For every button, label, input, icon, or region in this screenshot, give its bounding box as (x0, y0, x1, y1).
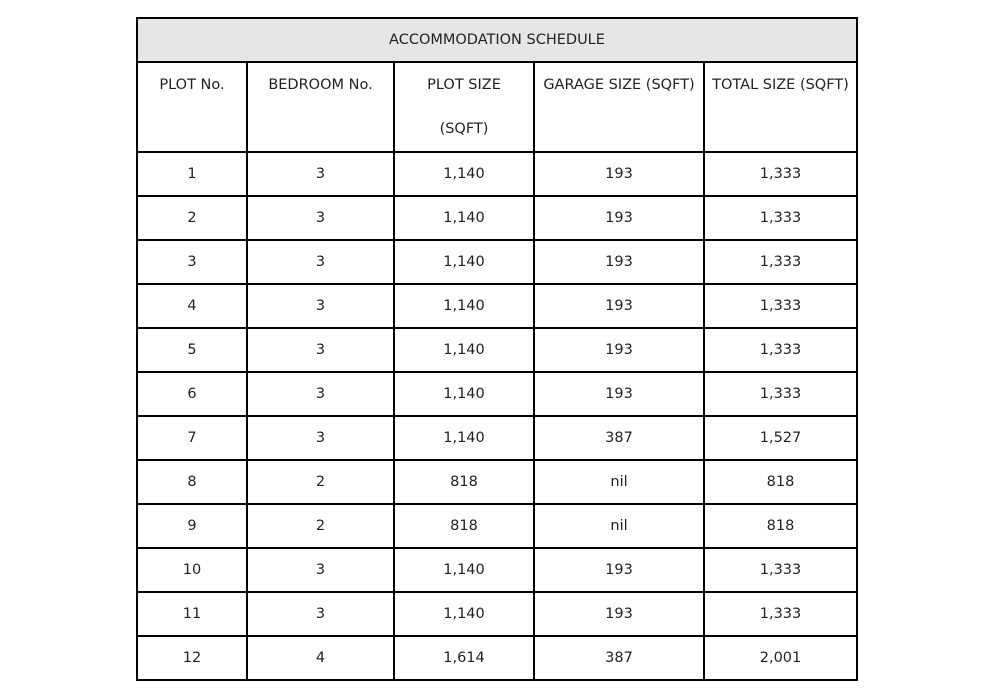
cell-bedroom-no: 2 (247, 460, 394, 504)
cell-garage-size: 387 (534, 416, 704, 460)
cell-garage-size: nil (534, 504, 704, 548)
table-row (137, 328, 857, 372)
cell-bedroom-no: 4 (247, 636, 394, 680)
cell-total-size: 1,333 (704, 592, 857, 636)
cell-plot-size: 1,140 (394, 240, 534, 284)
cell-plot-size: 1,140 (394, 152, 534, 196)
cell-plot-size: 1,140 (394, 196, 534, 240)
table-row (137, 152, 857, 196)
cell-total-size: 2,001 (704, 636, 857, 680)
cell-bedroom-no: 2 (247, 504, 394, 548)
cell-total-size: 1,333 (704, 196, 857, 240)
cell-bedroom-no: 3 (247, 240, 394, 284)
cell-plot-no: 1 (137, 152, 247, 196)
cell-plot-no: 2 (137, 196, 247, 240)
cell-bedroom-no: 3 (247, 548, 394, 592)
cell-plot-size: 1,614 (394, 636, 534, 680)
header-plot-size (394, 62, 534, 152)
header-plot-no (137, 62, 247, 152)
cell-bedroom-no: 3 (247, 592, 394, 636)
cell-plot-size: 1,140 (394, 328, 534, 372)
cell-total-size: 1,527 (704, 416, 857, 460)
table-row (137, 460, 857, 504)
header-bedroom-no (247, 62, 394, 152)
cell-plot-no: 4 (137, 284, 247, 328)
cell-bedroom-no: 3 (247, 284, 394, 328)
cell-garage-size: 193 (534, 372, 704, 416)
table-row (137, 504, 857, 548)
cell-plot-no: 6 (137, 372, 247, 416)
cell-garage-size: 193 (534, 152, 704, 196)
cell-garage-size: 193 (534, 592, 704, 636)
cell-bedroom-no: 3 (247, 328, 394, 372)
cell-total-size: 818 (704, 460, 857, 504)
header-total-size (704, 62, 857, 152)
cell-bedroom-no: 3 (247, 152, 394, 196)
table-row (137, 372, 857, 416)
cell-total-size: 1,333 (704, 372, 857, 416)
cell-garage-size: 193 (534, 548, 704, 592)
header-label: GARAGE SIZE (SQFT) (543, 77, 695, 93)
header-label: PLOT SIZE (427, 77, 501, 93)
cell-garage-size: 387 (534, 636, 704, 680)
cell-plot-no: 8 (137, 460, 247, 504)
cell-total-size: 1,333 (704, 328, 857, 372)
cell-plot-size: 1,140 (394, 372, 534, 416)
cell-plot-no: 12 (137, 636, 247, 680)
cell-plot-size: 1,140 (394, 416, 534, 460)
table-row (137, 240, 857, 284)
table-row (137, 636, 857, 680)
header-label: PLOT No. (159, 77, 225, 93)
cell-plot-no: 10 (137, 548, 247, 592)
header-row (137, 62, 857, 152)
table-row (137, 416, 857, 460)
cell-garage-size: nil (534, 460, 704, 504)
accommodation-schedule-table (136, 17, 858, 681)
cell-plot-size: 1,140 (394, 592, 534, 636)
cell-plot-no: 9 (137, 504, 247, 548)
cell-plot-no: 7 (137, 416, 247, 460)
cell-bedroom-no: 3 (247, 372, 394, 416)
title-row (137, 18, 857, 62)
header-label: BEDROOM No. (268, 77, 373, 93)
cell-bedroom-no: 3 (247, 416, 394, 460)
header-label: TOTAL SIZE (SQFT) (712, 77, 849, 93)
cell-plot-no: 3 (137, 240, 247, 284)
cell-bedroom-no: 3 (247, 196, 394, 240)
cell-garage-size: 193 (534, 328, 704, 372)
cell-total-size: 1,333 (704, 240, 857, 284)
cell-garage-size: 193 (534, 196, 704, 240)
table-row (137, 548, 857, 592)
cell-total-size: 1,333 (704, 152, 857, 196)
header-label-line2: (SQFT) (439, 121, 489, 137)
cell-total-size: 1,333 (704, 548, 857, 592)
header-garage-size (534, 62, 704, 152)
table-row (137, 284, 857, 328)
cell-garage-size: 193 (534, 240, 704, 284)
table-row (137, 592, 857, 636)
cell-plot-no: 5 (137, 328, 247, 372)
cell-garage-size: 193 (534, 284, 704, 328)
table-title: ACCOMMODATION SCHEDULE (137, 18, 857, 62)
cell-plot-size: 1,140 (394, 548, 534, 592)
cell-plot-no: 11 (137, 592, 247, 636)
cell-plot-size: 818 (394, 460, 534, 504)
table-row (137, 196, 857, 240)
cell-plot-size: 1,140 (394, 284, 534, 328)
table-body (137, 152, 857, 680)
cell-plot-size: 818 (394, 504, 534, 548)
cell-total-size: 1,333 (704, 284, 857, 328)
cell-total-size: 818 (704, 504, 857, 548)
